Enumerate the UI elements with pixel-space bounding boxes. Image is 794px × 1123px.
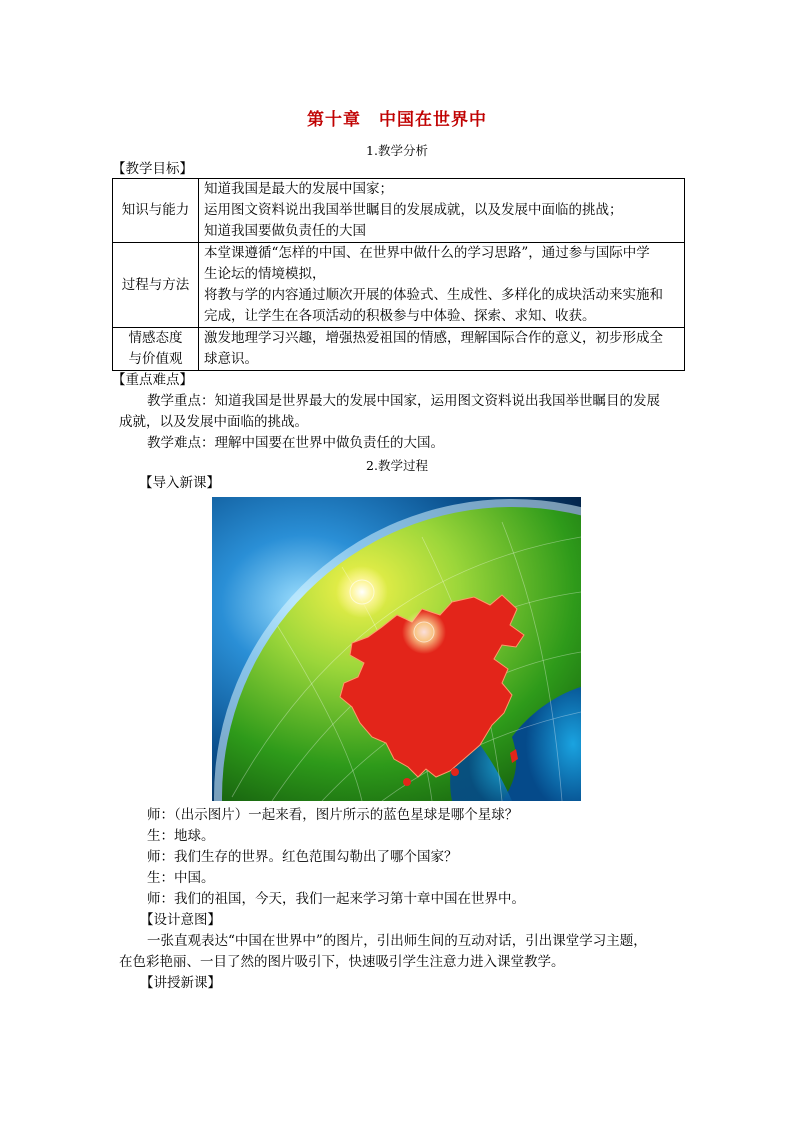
table-line: 将教与学的内容通过顺次开展的体验式、生成性、多样化的成块活动来实施和 — [204, 287, 663, 303]
row-head: 知识与能力 — [113, 179, 199, 243]
dialogue-line: 师：我们生存的世界。红色范围勾勒出了哪个国家？ — [147, 849, 458, 865]
focus-line: 成就，以及发展中面临的挑战。 — [119, 414, 308, 430]
dialogue-line: 师：（出示图片）一起来看，图片所示的蓝色星球是哪个星球？ — [147, 807, 519, 823]
table-line: 完成，让学生在各项活动的积极参与中体验、探索、求知、收获。 — [204, 308, 596, 324]
table-row — [113, 179, 685, 243]
table-line: 知道我国是最大的发展中国家； — [204, 181, 393, 197]
section-heading-analysis: 1.教学分析 — [366, 143, 428, 158]
globe-illustration — [212, 497, 581, 801]
design-line: 一张直观表达“中国在世界中”的图片，引出师生间的互动对话，引出课堂学习主题， — [147, 933, 647, 949]
row-head — [113, 328, 199, 371]
table-row — [113, 328, 685, 371]
table-line: 生论坛的情境模拟， — [204, 266, 326, 282]
row-head-line: 与价值观 — [128, 351, 183, 367]
intro-label: 【导入新课】 — [139, 475, 220, 491]
key-points-label: 【重点难点】 — [112, 372, 193, 388]
table-line: 激发地理学习兴趣，增强热爱祖国的情感，理解国际合作的意义，初步形成全 — [204, 330, 663, 346]
goals-table — [112, 178, 685, 371]
row-head: 过程与方法 — [113, 243, 199, 328]
table-line: 本堂课遵循“怎样的中国、在世界中做什么的学习思路”，通过参与国际中学 — [204, 245, 650, 261]
section-heading-process: 2.教学过程 — [366, 458, 428, 473]
difficulty-line: 教学难点：理解中国要在世界中做负责任的大国。 — [147, 435, 444, 451]
page-title: 第十章 中国在世界中 — [307, 110, 487, 130]
goals-label: 【教学目标】 — [112, 161, 193, 177]
globe-image — [212, 497, 581, 801]
table-line: 运用图文资料说出我国举世瞩目的发展成就，以及发展中面临的挑战； — [204, 202, 623, 218]
design-line: 在色彩艳丽、一目了然的图片吸引下，快速吸引学生注意力进入课堂教学。 — [119, 954, 565, 970]
next-section-label: 【讲授新课】 — [140, 975, 221, 991]
row-body — [199, 243, 685, 328]
dialogue-line: 生：中国。 — [147, 870, 215, 886]
focus-line: 教学重点：知道我国是世界最大的发展中国家，运用图文资料说出我国举世瞩目的发展 — [147, 393, 660, 409]
table-line: 球意识。 — [204, 351, 258, 367]
row-body — [199, 328, 685, 371]
table-line: 知道我国要做负责任的大国 — [204, 223, 366, 239]
table-row — [113, 243, 685, 328]
design-label: 【设计意图】 — [140, 912, 221, 928]
dialogue-line: 师：我们的祖国，今天，我们一起来学习第十章中国在世界中。 — [147, 891, 525, 907]
dialogue-line: 生：地球。 — [147, 828, 215, 844]
row-body — [199, 179, 685, 243]
row-head-line: 情感态度 — [128, 330, 183, 346]
